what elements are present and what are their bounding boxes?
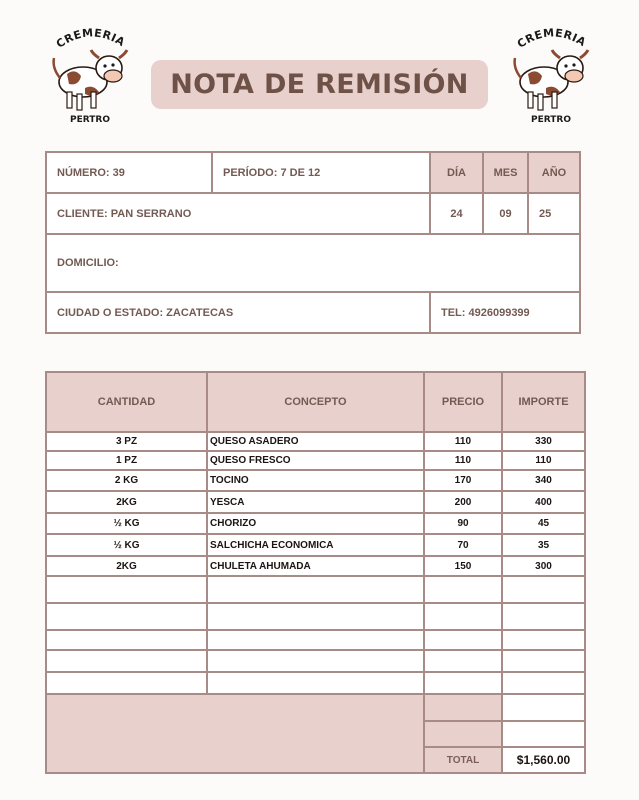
cell-importe — [503, 604, 584, 629]
header-precio: PRECIO — [441, 396, 485, 408]
cell-importe: 300 — [535, 560, 552, 572]
anio-value: 25 — [539, 207, 552, 220]
cell-concepto — [208, 651, 423, 671]
ciudad-field: CIUDAD O ESTADO: ZACATECAS — [57, 306, 234, 319]
client-info-table — [45, 151, 581, 334]
svg-text:CREMERIA — [515, 26, 588, 51]
table-row — [47, 673, 584, 693]
tel-field: TEL: 4926099399 — [441, 306, 530, 319]
logo-bottom-text: PERTRO — [531, 115, 571, 125]
cow-icon — [45, 22, 135, 127]
cell-cantidad — [47, 577, 206, 602]
cell-concepto — [208, 631, 423, 649]
logo-top-text: CREMERIA — [514, 26, 589, 51]
periodo-field: PERÍODO: 7 DE 12 — [223, 166, 321, 179]
table-row — [47, 604, 584, 629]
table-row — [47, 433, 584, 450]
cell-concepto: TOCINO — [210, 475, 249, 486]
cell-importe — [503, 673, 584, 693]
cell-cantidad — [47, 673, 206, 693]
table-row — [47, 452, 584, 469]
cell-concepto: CHULETA AHUMADA — [210, 560, 311, 572]
cell-cantidad — [47, 631, 206, 649]
cell-precio: 110 — [454, 455, 472, 466]
cell-importe: 45 — [537, 518, 550, 529]
cell-concepto: QUESO ASADERO — [210, 436, 299, 447]
logo-bottom-text: PERTRO — [70, 115, 110, 125]
items-table — [45, 371, 586, 774]
cell-precio: 110 — [454, 436, 472, 447]
cell-precio — [425, 651, 501, 671]
cell-precio — [425, 577, 501, 602]
cell-precio: 200 — [454, 496, 472, 508]
cell-precio — [425, 631, 501, 649]
table-row — [47, 577, 584, 602]
cell-concepto: YESCA — [210, 496, 245, 508]
cell-cantidad: ½ KG — [113, 518, 140, 529]
cell-concepto: SALCHICHA ECONOMICA — [210, 539, 334, 551]
cell-concepto — [208, 604, 423, 629]
cell-importe: 340 — [535, 475, 552, 486]
cell-cantidad — [47, 604, 206, 629]
cell-cantidad: 3 PZ — [115, 436, 138, 447]
cell-cantidad: 2KG — [116, 496, 137, 508]
page-title: NOTA DE REMISIÓN — [170, 69, 469, 100]
title-banner — [151, 60, 488, 109]
table-row — [47, 557, 584, 575]
cell-importe — [503, 651, 584, 671]
cell-precio: 170 — [454, 475, 472, 486]
anio-label: AÑO — [541, 166, 567, 179]
cell-concepto — [208, 673, 423, 693]
table-row — [47, 471, 584, 490]
cell-concepto: CHORIZO — [210, 518, 257, 529]
cell-importe — [503, 577, 584, 602]
cell-importe — [503, 631, 584, 649]
cell-importe: 400 — [535, 496, 552, 508]
cell-importe: 110 — [535, 455, 552, 466]
cow-icon — [506, 22, 596, 127]
cell-concepto: QUESO FRESCO — [210, 455, 291, 466]
table-row — [47, 651, 584, 671]
cell-concepto — [208, 577, 423, 602]
cell-importe: 35 — [537, 539, 550, 551]
numero-field: NÚMERO: 39 — [57, 166, 125, 179]
divider — [47, 693, 584, 695]
table-row — [47, 492, 584, 512]
dia-value: 24 — [450, 207, 463, 220]
logo-right — [506, 22, 596, 127]
header-importe: IMPORTE — [518, 396, 569, 408]
header-cantidad: CANTIDAD — [97, 396, 156, 408]
dia-label: DÍA — [447, 166, 466, 179]
svg-text:CREMERIA — [54, 26, 127, 51]
header-concepto: CONCEPTO — [284, 396, 347, 408]
table-row — [47, 631, 584, 649]
cell-cantidad: 1 PZ — [115, 455, 138, 466]
cliente-field: CLIENTE: PAN SERRANO — [57, 207, 192, 220]
cell-precio: 70 — [457, 539, 469, 551]
mes-label: MES — [493, 166, 518, 179]
total-value: $1,560.00 — [516, 753, 571, 767]
mes-value: 09 — [499, 207, 512, 220]
table-row — [47, 535, 584, 555]
cell-cantidad — [47, 651, 206, 671]
logo-top-text: CREMERIA — [53, 26, 128, 51]
divider — [423, 720, 584, 722]
total-label: TOTAL — [446, 754, 480, 766]
cell-cantidad: 2KG — [116, 560, 137, 572]
cell-precio — [425, 604, 501, 629]
cell-cantidad: ½ KG — [113, 539, 140, 551]
domicilio-field: DOMICILIO: — [57, 257, 119, 269]
cell-precio: 90 — [457, 518, 469, 529]
cell-precio: 150 — [454, 560, 472, 572]
logo-left — [45, 22, 135, 127]
table-row — [47, 514, 584, 533]
cell-cantidad: 2 KG — [114, 475, 139, 486]
cell-precio — [425, 673, 501, 693]
cell-importe: 330 — [535, 436, 552, 447]
